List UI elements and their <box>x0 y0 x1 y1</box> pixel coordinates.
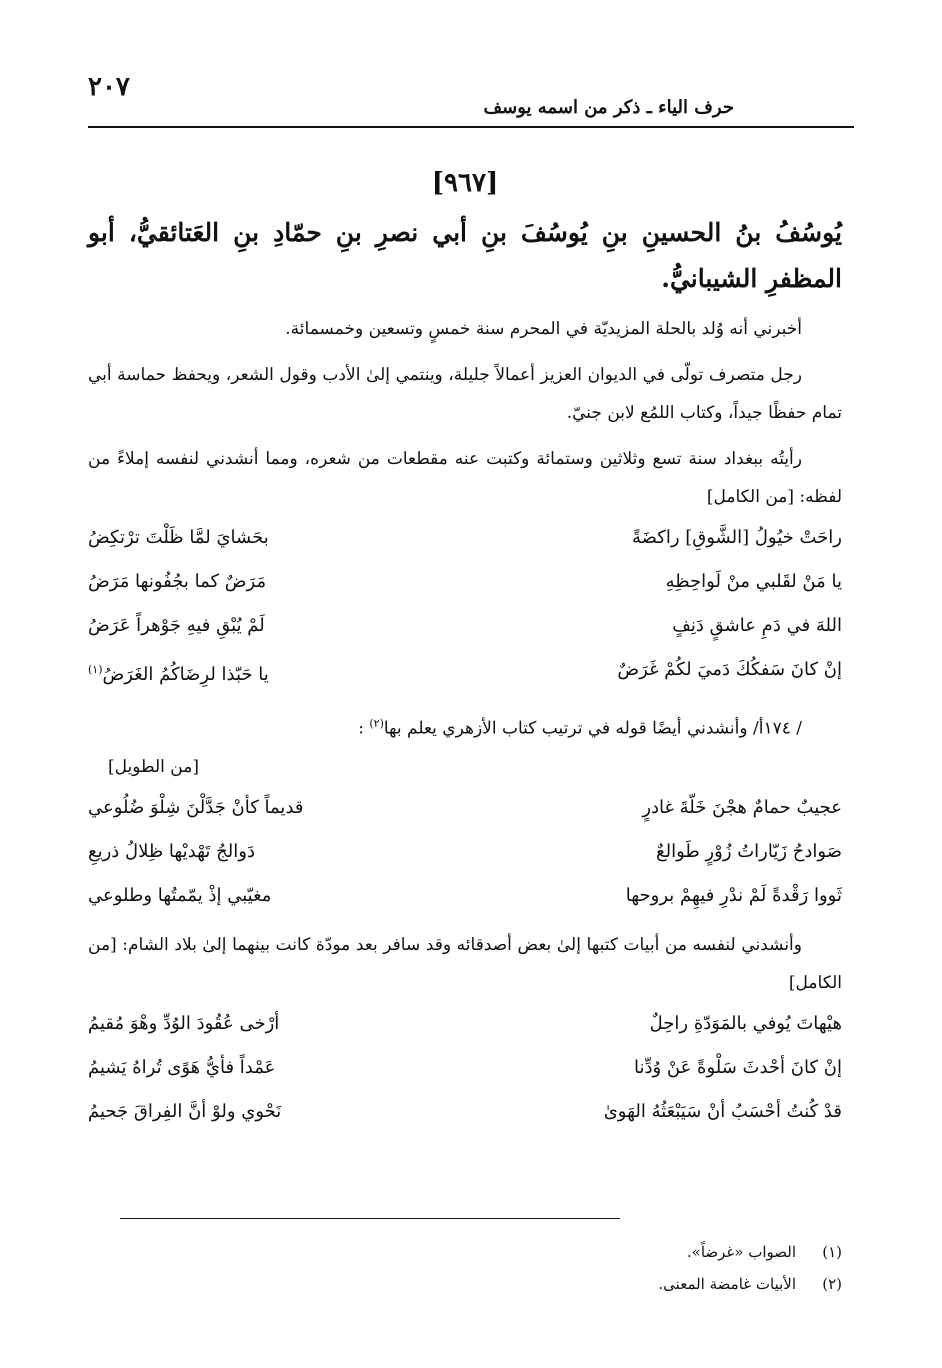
hemistich-first: عجيبٌ حمامٌ هجْنَ خَلّةَ غادرٍ <box>642 796 842 818</box>
footnotes <box>88 1236 842 1300</box>
verse <box>88 648 842 697</box>
verse <box>88 1046 842 1090</box>
entry-number: [٩٦٧] <box>431 168 499 198</box>
hemistich-second: مَرَضٌ كما بجُفُونها مَرَضُ <box>88 571 267 592</box>
tarteeb-colon: : <box>358 718 364 739</box>
page-content <box>88 168 842 1134</box>
footnote-text: الأبيات غامضة المعنى. <box>658 1275 796 1293</box>
hemistich-first: اللهَ في دَمِ عاشقٍ دَنِفٍ <box>672 615 842 636</box>
hemistich-second <box>88 648 450 697</box>
hemistich-second: قديماً كأنْ جَدَّلْنَ شِلْوَ ضُلُوعي <box>88 796 304 818</box>
hemistich-first: ثَووا رَقْدةً لَمْ ندْرِ فيهِمْ بروحها <box>625 884 842 906</box>
verse <box>88 1002 842 1046</box>
footnote-ref: (٢) <box>369 717 384 730</box>
footnote-ref: (١) <box>88 663 103 676</box>
poem-3 <box>88 1002 842 1134</box>
page-header <box>88 60 854 128</box>
hemistich-second: بحَشايَ لمَّا ظَلْتَ ترْتكِضُ <box>88 527 269 548</box>
hemistich-text: يا حَبّذا لرِضَاكُمُ الغَرَضُ <box>102 664 269 685</box>
footnote-divider <box>120 1218 620 1219</box>
footnote-marker: (٢) <box>822 1275 842 1293</box>
hemistich-second: عَمْداً فأيُّ هَوًى تُراهُ يَشيمُ <box>88 1056 276 1078</box>
verse <box>88 874 842 918</box>
hemistich-first: هيْهاتَ يُوفي بالمَوَدّةِ راحِلٌ <box>649 1012 842 1034</box>
verse <box>88 786 842 830</box>
birth-paragraph: أخبرني أنه وُلد بالحلة المزيديّة في المحرم سنة خمسٍ وتسعين وخمسمائة. <box>285 319 802 339</box>
hemistich-second: أرْخى عُقُودَ الوُدِّ وهْوَ مُقيمُ <box>88 1012 280 1034</box>
entry-title: يُوسُفُ بنُ الحسينِ بنِ يُوسُفَ بنِ أبي نصرِ بنِ حمّادِ بنِ العَتائقيُّ، أبو المظفرِ الشيبانيُّ. <box>88 218 842 293</box>
hemistich-first: إنْ كانَ سَفكُكَ دَميَ لكُمْ غَرَضٌ <box>617 659 842 680</box>
hemistich-second: نَحْوي ولوْ أنَّ الفِراقَ جَحيمُ <box>88 1100 282 1122</box>
hemistich-first: قدْ كُنتُ أحْسَبُ أنْ سَيَبْعَثُهُ الهَوىٰ <box>603 1100 842 1122</box>
verse <box>88 830 842 874</box>
tarteeb-paragraph <box>88 705 842 748</box>
meter-label: [من الطويل] <box>108 756 199 777</box>
verse <box>88 604 842 648</box>
meeting-paragraph: رأيتُه ببغداد سنة تسع وثلاثين وستمائة وكتبت عنه مقطعات من شعره، ومما أنشدني لنفسه إملاءً من لفظه: [من الكامل] <box>88 449 842 507</box>
poem-1 <box>88 516 842 697</box>
hemistich-first: راحَتْ خيُولُ [الشَّوقِ] راكضَةً <box>632 527 842 548</box>
page-number: ٢٠٧ <box>88 72 130 102</box>
poem-2 <box>88 786 842 918</box>
hemistich-second: دَوالجُ تَهْديْها ظِلالُ ذريعِ <box>88 840 255 862</box>
footnote-marker: (١) <box>822 1243 842 1261</box>
tarteeb-text: / ١٧٤أ/ وأنشدني أيضًا قوله في ترتيب كتاب الأزهري يعلم بها <box>383 718 802 739</box>
friend-paragraph: وأنشدني لنفسه من أبيات كتبها إلىٰ بعض أصدقائه وقد سافر بعد مودّة كانت بينهما إلىٰ بلاد الشام: [من الكامل] <box>88 934 842 993</box>
verse <box>88 560 842 604</box>
hemistich-first: صَوادحُ زَيّاراتُ زُوْرٍ طَوالعٌ <box>656 840 842 862</box>
footnote-item <box>88 1236 842 1268</box>
hemistich-second: لَمْ يُبْقِ فيهِ جَوْهراً عَرَضُ <box>88 615 265 636</box>
verse <box>88 1090 842 1134</box>
biography-paragraph: رجل متصرف تولّى في الديوان العزيز أعمالاً جليلة، وينتمي إلىٰ الأدب وقول الشعر، ويحفظ حماسة أبي تمام حفظًا جيداً، وكتاب اللمُع لابن جنيّ. <box>88 365 842 423</box>
hemistich-first: يا مَنْ لقَلبي منْ لَواحِظِهِ <box>665 571 842 592</box>
footnote-text: الصواب «غرضاً». <box>686 1243 796 1261</box>
hemistich-second: مغيّبي إذْ يمّمتُها وطلوعي <box>88 884 272 906</box>
running-title: حرف الياء ـ ذكر من اسمه يوسف <box>483 97 734 118</box>
hemistich-first: إنْ كانَ أحْدثَ سَلْوةً عَنْ وُدِّنا <box>633 1056 842 1078</box>
footnote-item <box>88 1268 842 1300</box>
verse <box>88 516 842 560</box>
